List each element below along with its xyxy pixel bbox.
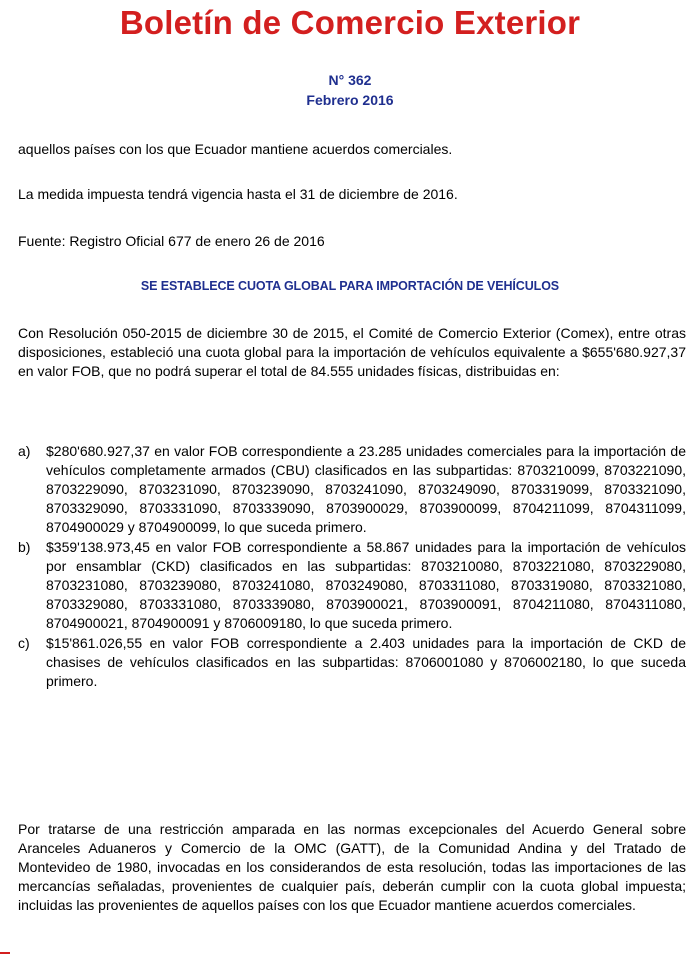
list-item-text: $359'138.973,45 en valor FOB correspondiente a 58.867 unidades para la importación de vehículos por ensamblar (CKD) clasificados en las subpartidas: 8703210080, 8703221080, 8703229080, 8703231080, 8703239080, 8703241080, 8703249080, 8703311080, 8703319080, 8703321080, 8703329080, 8703331080, 8703339080, 8703900021, 8703900091, 8704211080, 8704311080, 8704900021, 8704900091 y 8706009180, lo que suceda primero. (46, 539, 686, 631)
paragraph-source: Fuente: Registro Oficial 677 de enero 26 de 2016 (18, 233, 325, 249)
issue-number: N° 362 (328, 72, 372, 88)
list-item-text: $280'680.927,37 en valor FOB correspondiente a 23.285 unidades comerciales para la importación de vehículos completamente armados (CBU) clasificados en las subpartidas: 8703210099, 8703221090, 8703229090, 8703231090, 8703239090, 8703241090, 8703249090, 8703319099, 8703321090, 8703329090, 8703331090, 8703339090, 8703900029, 8703900099, 8704211099, 8704311099, 8704900029 y 8704900099, lo que suceda primero. (46, 443, 686, 535)
bulletin-title: Boletín de Comercio Exterior (119, 4, 581, 41)
list-marker: c) (18, 635, 30, 651)
issue-date: Febrero 2016 (306, 92, 394, 108)
section-heading: SE ESTABLECE CUOTA GLOBAL PARA IMPORTACIÓN DE VEHÍCULOS (140, 279, 560, 293)
list-item (18, 538, 686, 633)
list-item (18, 442, 686, 537)
paragraph-gatt: Por tratarse de una restricción amparada en las normas excepcionales del Acuerdo General sobre Aranceles Aduaneros y Comercio de la OMC (GATT), de la Comunidad Andina y del Tratado de Montevideo de 1980, invocadas en los considerandos de esta resolución, todas las importaciones de las mercancías señaladas, provenientes de cualquier país, deberán cumplir con la cuota global impuesta; incluidas las provenientes de aquellos países con los que Ecuador mantiene acuerdos comerciales. (18, 821, 686, 913)
quota-list (18, 442, 686, 692)
list-marker: b) (18, 539, 31, 555)
list-item-text: $15'861.026,55 en valor FOB correspondiente a 2.403 unidades para la importación de CKD de chasises de vehículos clasificados en las subpartidas: 8706001080 y 8706002180, lo que suceda primero. (46, 635, 686, 689)
margin-mark (0, 952, 10, 954)
paragraph-continuation: aquellos países con los que Ecuador mantiene acuerdos comerciales. (18, 141, 453, 157)
paragraph-validity: La medida impuesta tendrá vigencia hasta el 31 de diciembre de 2016. (18, 186, 458, 202)
list-marker: a) (18, 443, 31, 459)
list-item (18, 634, 686, 691)
paragraph-resolution: Con Resolución 050-2015 de diciembre 30 de 2015, el Comité de Comercio Exterior (Comex), entre otras disposiciones, estableció una cuota global para la importación de vehículos equivalente a $655'680.927,37 en valor FOB, que no podrá superar el total de 84.555 unidades físicas, distribuidas en: (18, 325, 686, 379)
